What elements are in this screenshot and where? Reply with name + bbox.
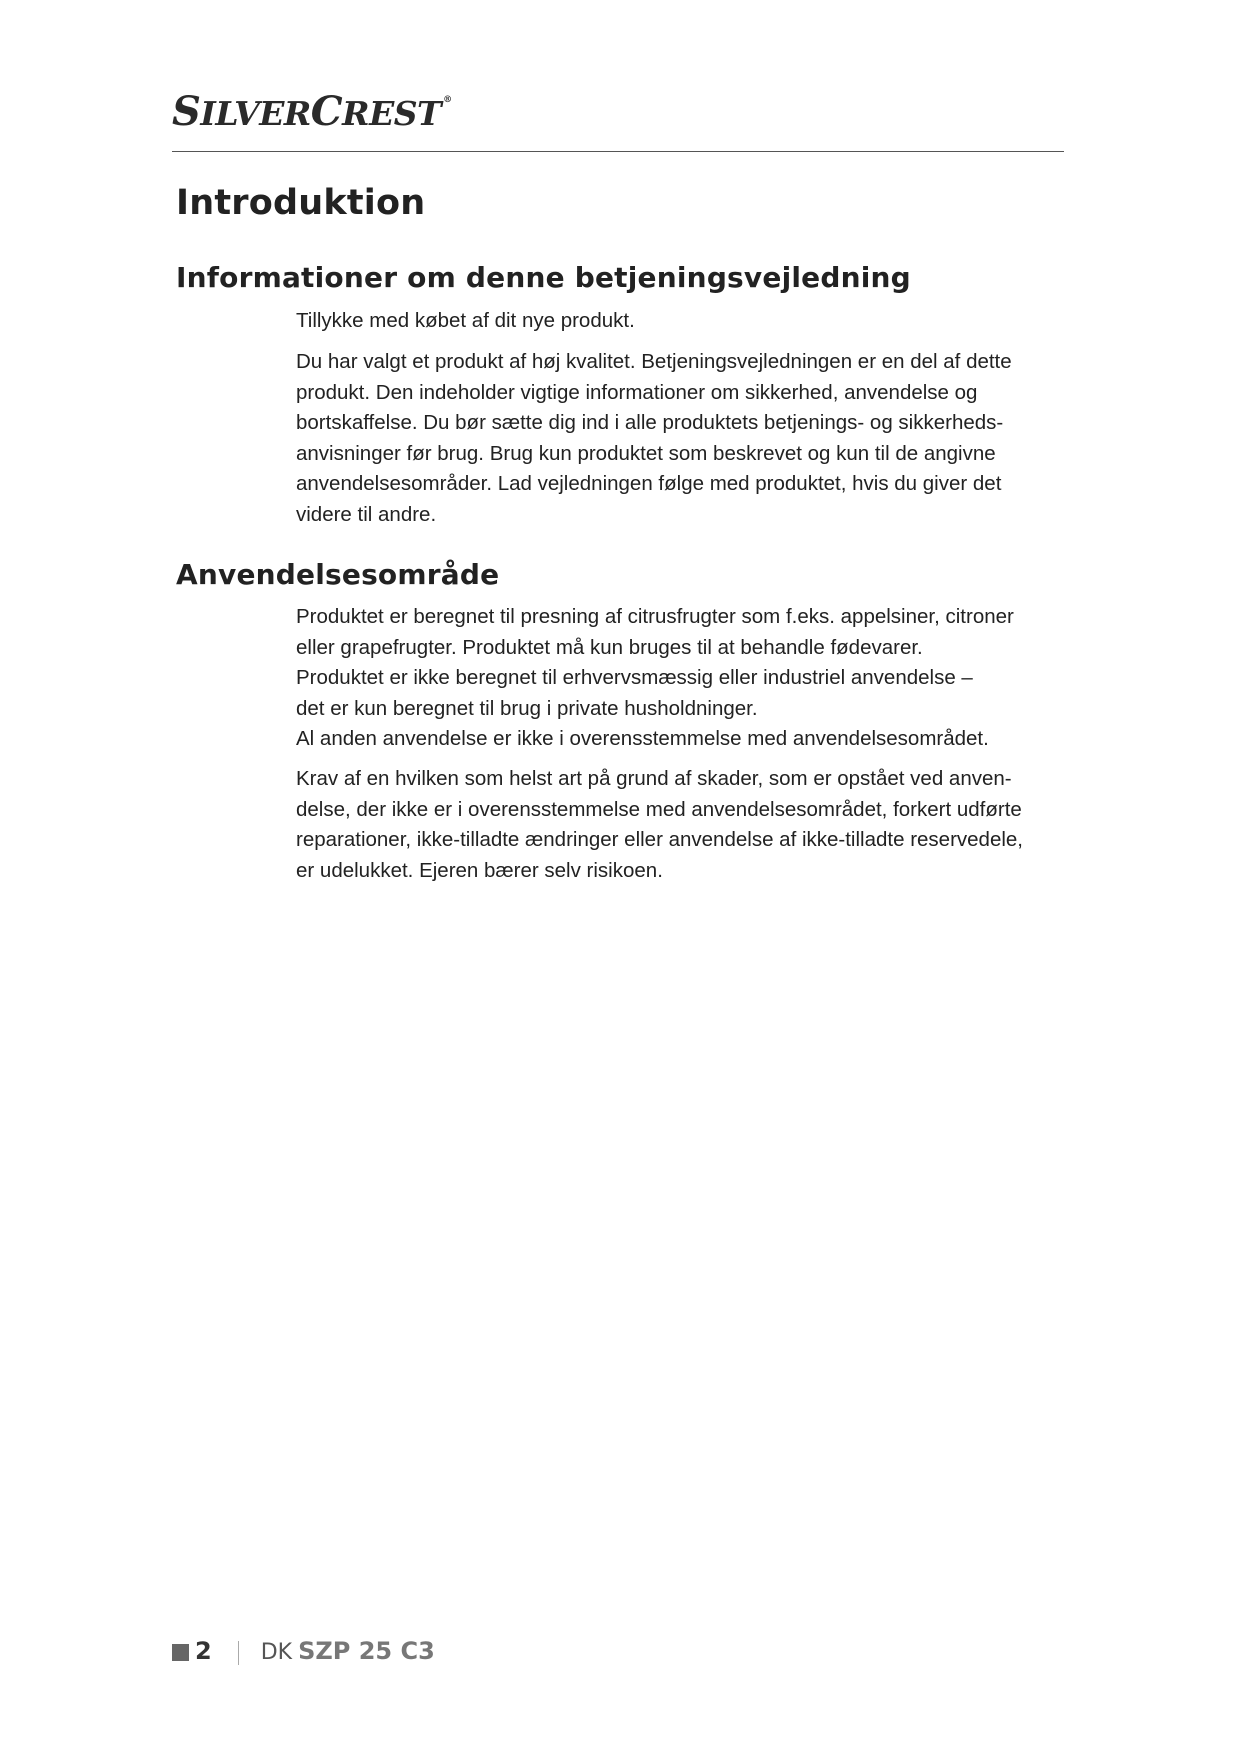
text-line: Produktet er beregnet til presning af citrusfrugter som f.eks. appelsiner, citroner (296, 605, 1014, 628)
page-footer (172, 1636, 435, 1666)
text-line: Produktet er ikke beregnet til erhvervsmæssig eller industriel anvendelse – (296, 666, 973, 689)
text-line: eller grapefrugter. Produktet må kun bruges til at behandle fødevarer. (296, 635, 923, 659)
text-line: videre til andre. (296, 502, 437, 526)
text-line: bortskaffelse. Du bør sætte dig ind i alle produktets betjenings- og sikkerheds- (296, 411, 1004, 434)
page-title: Introduktion (176, 183, 426, 223)
text-line: Al anden anvendelse er ikke i overensstemmelse med anvendelsesområdet. (296, 727, 989, 750)
text-line: produkt. Den indeholder vigtige informationer om sikkerhed, anvendelse og (296, 380, 978, 404)
footer-divider (238, 1641, 239, 1665)
text-line: delse, der ikke er i overensstemmelse med anvendelsesområdet, forkert udførte (296, 797, 1022, 821)
section-heading-intended-use: Anvendelsesområde (176, 558, 500, 591)
text-line: det er kun beregnet til brug i private husholdninger. (296, 696, 758, 720)
text-line: er udelukket. Ejeren bærer selv risikoen. (296, 858, 663, 882)
text-line: anvendelsesområder. Lad vejledningen følge med produktet, hvis du giver det (296, 472, 1002, 495)
text-line: anvisninger før brug. Brug kun produktet som beskrevet og kun til de angivne (296, 441, 996, 465)
header-divider (172, 151, 1064, 152)
paragraph-liability (296, 764, 1076, 886)
paragraph-intended-use (296, 602, 1076, 755)
text-line: Du har valgt et produkt af høj kvalitet. Betjeningsvejledningen er en del af dette (296, 350, 1012, 373)
text-line: reparationer, ikke-tilladte ændringer eller anvendelse af ikke-tilladte reservedele, (296, 828, 1023, 851)
language-code: DK (260, 1640, 293, 1665)
paragraph-quality (296, 347, 1076, 530)
brand-logo: SILVERCREST ® (172, 88, 452, 135)
text-line: Krav af en hvilken som helst art på grund af skader, som er opstået ved anven- (296, 767, 1012, 790)
section-heading-info: Informationer om denne betjeningsvejledning (176, 261, 911, 294)
paragraph-congratulations (296, 306, 1076, 337)
model-number: SZP 25 C3 (298, 1637, 435, 1665)
text-line: Tillykke med købet af dit nye produkt. (296, 309, 635, 332)
page-number: 2 (195, 1637, 212, 1665)
footer-square-marker (172, 1644, 189, 1661)
registered-mark: ® (443, 95, 452, 105)
